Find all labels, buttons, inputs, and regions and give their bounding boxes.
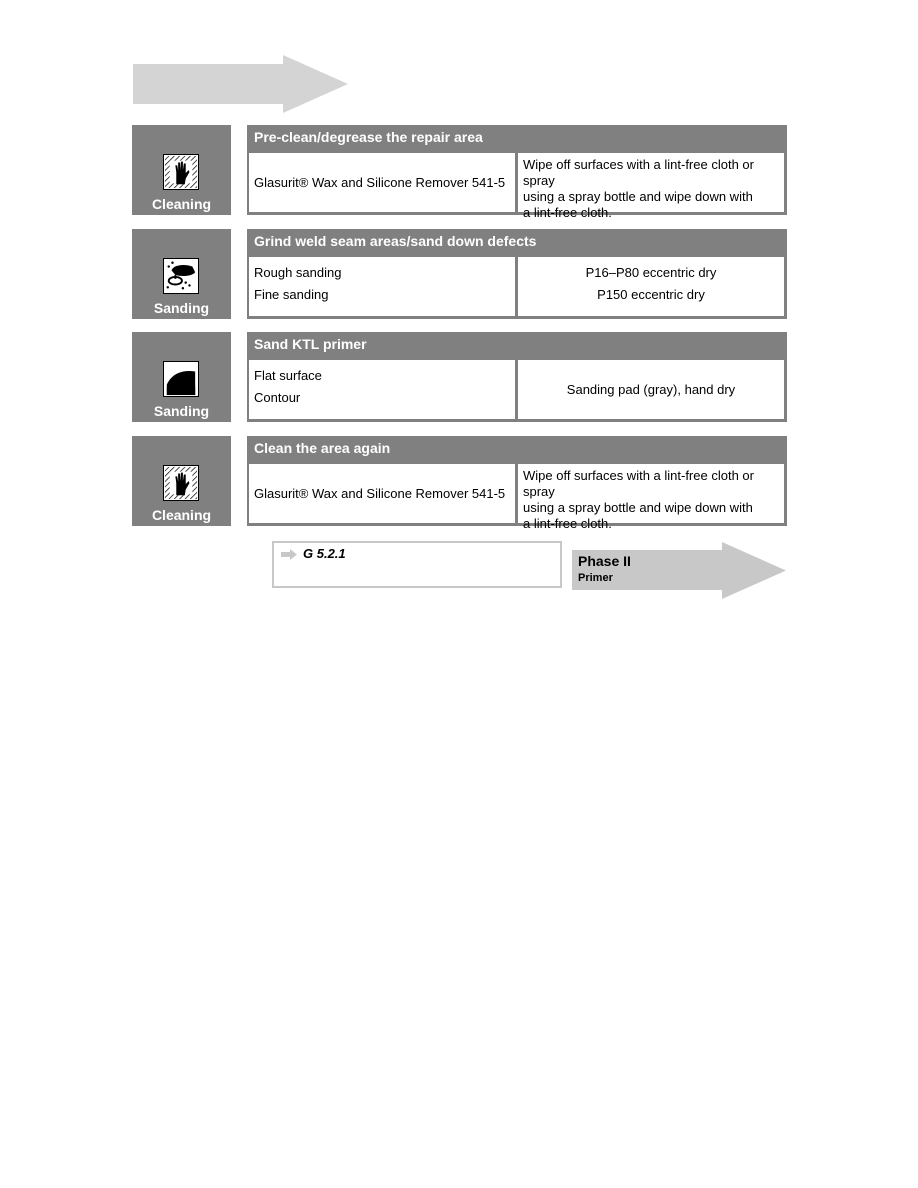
instruction-line: Wipe off surfaces with a lint-free cloth or spray — [523, 157, 754, 188]
abrasive-value: P150 eccentric dry — [597, 287, 705, 302]
surface-type-label: Contour — [254, 390, 301, 405]
step-panel — [247, 125, 787, 220]
surface-type-cell — [249, 360, 515, 419]
instruction-line: using a spray bottle and wipe down with — [523, 189, 753, 204]
surface-type-label: Flat surface — [254, 368, 322, 383]
phase-arrow-icon — [133, 55, 348, 113]
next-phase-title: Phase II — [578, 553, 631, 569]
step-title: Clean the area again — [254, 440, 391, 456]
instruction-cell — [518, 464, 784, 531]
abrasive-value: P16–P80 eccentric dry — [585, 265, 717, 280]
cleaning-icon — [163, 465, 199, 501]
step-icon-label: Cleaning — [151, 507, 212, 523]
cleaning-icon — [163, 154, 199, 190]
reference-link-box[interactable] — [272, 541, 562, 588]
next-phase-subtitle: Primer — [578, 572, 613, 584]
step-icon-box — [132, 125, 231, 215]
abrasive-value: Sanding pad (gray), hand dry — [566, 381, 736, 397]
step-icon-label: Sanding — [153, 300, 210, 316]
step-title: Pre-clean/degrease the repair area — [254, 129, 483, 145]
sanding-type-cell — [249, 257, 515, 316]
step-title: Grind weld seam areas/sand down defects — [254, 233, 537, 249]
step-icon-box — [132, 436, 231, 526]
sanding-disc-icon — [163, 258, 199, 294]
next-phase-arrow[interactable] — [572, 542, 786, 599]
sanding-pad-icon — [163, 361, 199, 397]
product-cell — [249, 464, 515, 523]
instruction-line: Wipe off surfaces with a lint-free cloth or spray — [523, 468, 754, 499]
step-panel — [247, 332, 787, 422]
reference-code[interactable]: G 5.2.1 — [303, 546, 346, 561]
arrow-right-icon — [281, 549, 297, 560]
step-icon-label: Cleaning — [151, 196, 212, 212]
step-panel — [247, 229, 787, 319]
instruction-line: a lint-free cloth. — [523, 516, 612, 531]
sanding-type-label: Fine sanding — [254, 287, 329, 302]
product-name: Glasurit® Wax and Silicone Remover 541-5 — [254, 485, 506, 501]
step-icon-box — [132, 229, 231, 319]
abrasive-cell — [518, 360, 784, 419]
sanding-type-label: Rough sanding — [254, 265, 342, 280]
step-title: Sand KTL primer — [254, 336, 367, 352]
product-name: Glasurit® Wax and Silicone Remover 541-5 — [254, 174, 506, 190]
instruction-line: using a spray bottle and wipe down with — [523, 500, 753, 515]
next-phase-arrow-shape — [572, 542, 786, 599]
step-panel — [247, 436, 787, 531]
product-cell — [249, 153, 515, 212]
abrasive-cell — [518, 257, 784, 316]
step-icon-box — [132, 332, 231, 422]
instruction-cell — [518, 153, 784, 220]
step-icon-label: Sanding — [153, 403, 210, 419]
instruction-line: a lint-free cloth. — [523, 205, 612, 220]
